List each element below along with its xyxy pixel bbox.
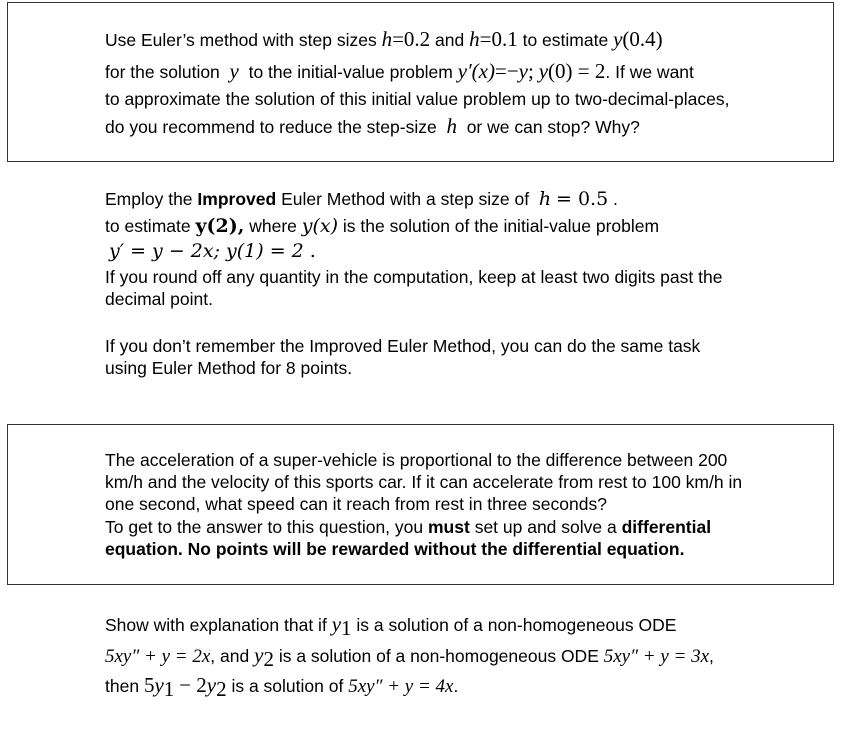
- q1-text: and: [435, 30, 465, 50]
- math-h: h: [538, 188, 552, 210]
- math-ode-2: 5xy″ + y = 3x: [603, 646, 710, 667]
- q3-line-2: km/h and the velocity of this sports car. If it can accelerate from rest to 100 km/h in: [105, 472, 743, 492]
- q4-text: , and: [210, 646, 250, 666]
- math-coef: − 2: [179, 673, 207, 697]
- q1-line-4: [105, 114, 640, 139]
- q3-line-1: The acceleration of a super-vehicle is proportional to the difference between 200: [105, 450, 728, 470]
- q2-line-3: y′ = y − 2x; y(1) = 2 .: [109, 240, 316, 262]
- q1-line-3: to approximate the solution of this initial value problem up to two-decimal-places,: [105, 89, 730, 109]
- math-y: y: [538, 59, 549, 83]
- math-y: y: [229, 59, 239, 83]
- q2-line-1: [105, 188, 618, 210]
- math-ode-3: 5xy″ + y = 4x: [348, 676, 454, 697]
- q2-line-7: using Euler Method for 8 points.: [105, 358, 353, 378]
- q3-line-5: [105, 539, 684, 560]
- q4-text: is a solution of a non-homogeneous ODE: [278, 646, 599, 666]
- math-sep: ;: [528, 59, 534, 83]
- math-initial-condition: (0) = 2: [548, 59, 606, 83]
- math-value: 0.1: [491, 27, 518, 51]
- math-eq: =: [392, 27, 404, 51]
- q2-text: is the solution of the initial-value problem: [342, 216, 660, 236]
- q4-line-1: [105, 612, 676, 641]
- q1-line-1: [105, 27, 663, 52]
- q4-line-2: [105, 643, 714, 672]
- math-y2: y: [206, 673, 217, 697]
- math-subscript: 2: [216, 677, 227, 701]
- math-ode-1: 5xy″ + y = 2x: [105, 646, 211, 667]
- q1-text: do you recommend to reduce the step-size: [105, 117, 437, 137]
- q3-text: To get to the answer to this question, you: [105, 517, 424, 537]
- q2-line-4: If you round off any quantity in the computation, keep at least two digits past the: [105, 267, 723, 287]
- math-coef: 5: [143, 673, 155, 697]
- math-h: h: [446, 114, 457, 138]
- q1-text: for the solution: [105, 62, 220, 82]
- q4-text: is a solution of: [231, 676, 344, 696]
- math-y1: y: [154, 673, 164, 697]
- q3-line-4: [105, 517, 711, 538]
- math-h: h: [469, 27, 480, 51]
- q2-text: Employ the: [105, 189, 193, 209]
- q3-bold-text: equation. No points will be rewarded without the differential equation.: [105, 539, 685, 559]
- math-y: y: [518, 59, 528, 83]
- q1-text: Use Euler’s method with step sizes: [105, 30, 377, 50]
- q2-bold-improved: Improved: [197, 189, 277, 209]
- q3-bold-text: differential: [621, 517, 712, 537]
- math-target: y(2),: [195, 215, 245, 237]
- q2-line-2: [105, 215, 659, 237]
- math-step-value: = 0.5: [555, 188, 609, 210]
- q1-text: to the initial-value problem: [248, 62, 453, 82]
- q2-line-6: If you don’t remember the Improved Euler Method, you can do the same task: [105, 336, 701, 356]
- q1-text: or we can stop? Why?: [466, 117, 640, 137]
- q4-text: .: [453, 676, 459, 696]
- q2-text: .: [613, 189, 618, 209]
- q4-text: ,: [709, 646, 714, 666]
- q4-text: is a solution of a non-homogeneous ODE: [356, 615, 677, 635]
- q2-text: Euler Method with a step size of: [281, 189, 530, 209]
- math-eq: =: [479, 27, 492, 51]
- q4-line-3: [105, 673, 458, 702]
- math-subscript: 1: [163, 677, 175, 701]
- q1-text: to estimate: [522, 30, 609, 50]
- math-arg: (0.4): [622, 27, 663, 51]
- q1-line-2: [105, 59, 694, 84]
- q3-line-3: one second, what speed can it reach from rest in three seconds?: [105, 494, 607, 514]
- q2-line-5: decimal point.: [105, 289, 213, 309]
- math-eq: =−: [494, 59, 519, 83]
- math-h: h: [381, 27, 393, 51]
- q2-text: where: [249, 216, 297, 236]
- math-y1: y: [331, 612, 342, 636]
- math-value: 0.2: [403, 27, 431, 51]
- q2-text: to estimate: [105, 216, 191, 236]
- q3-text: set up and solve a: [474, 517, 617, 537]
- q4-text: Show with explanation that if: [105, 615, 327, 635]
- math-y: y: [613, 27, 623, 51]
- q4-text: then: [105, 676, 140, 696]
- math-yx: y(x): [301, 215, 339, 237]
- q3-bold-must: must: [428, 517, 470, 537]
- math-ode-lhs: y′(x): [457, 59, 495, 83]
- q1-text: . If we want: [605, 62, 694, 82]
- math-ode: y′ = y − 2x; y(1) = 2: [109, 240, 304, 262]
- math-subscript: 2: [263, 647, 274, 671]
- math-y2: y: [254, 643, 264, 667]
- math-subscript: 1: [341, 616, 352, 640]
